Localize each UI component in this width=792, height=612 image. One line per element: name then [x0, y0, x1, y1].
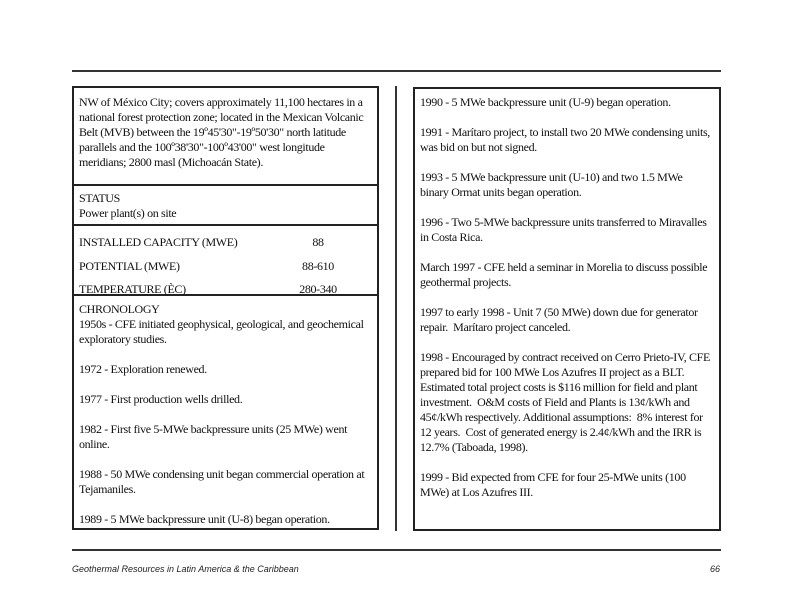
chronology-entry: 1997 to early 1998 - Unit 7 (50 MWe) down due for generator repair. Marítaro project canceled. — [420, 305, 701, 334]
spec-value: 88 — [312, 235, 324, 250]
chronology-entry: 1993 - 5 MWe backpressure unit (U-10) and two 1.5 MWe binary Ormat units began operation. — [420, 170, 686, 199]
chronology-entry: 1950s - CFE initiated geophysical, geological, and geochemical exploratory studies. — [79, 317, 367, 346]
chronology-entry: 1989 - 5 MWe backpressure unit (U-8) began operation. — [79, 512, 330, 526]
chronology-heading: CHRONOLOGY — [79, 302, 160, 316]
field-summary-panel — [72, 86, 379, 530]
chronology-entry: 1972 - Exploration renewed. — [79, 362, 207, 376]
spec-row-installed-capacity — [79, 231, 372, 255]
status-section — [74, 186, 377, 226]
chronology-first-entry — [79, 302, 372, 347]
location-text: NW of México City; covers approximately 11,100 hectares in a national forest protection zone; located in the Mexican Volcanic Belt (MVB) between the 19º45'30"-19º50'30" north latitude parallels and the 100º38'30"-100º43'00" west longitude meridians; 2800 masl (Michoacán State). — [79, 95, 364, 169]
specs-section — [74, 226, 377, 296]
chronology-entry: 1991 - Marítaro project, to install two 20 MWe condensing units, was bid on but not signed. — [420, 125, 713, 154]
footer-page-number: 66 — [709, 564, 720, 574]
chronology-entry: 1996 - Two 5-MWe backpressure units transferred to Miravalles in Costa Rica. — [420, 215, 710, 244]
footer-rule — [72, 549, 721, 551]
chronology-entry: 1982 - First five 5-MWe backpressure units (25 MWe) went online. — [79, 422, 350, 451]
status-heading: STATUS — [79, 191, 120, 205]
spec-row-potential — [79, 255, 372, 279]
spec-value: 88-610 — [302, 258, 334, 273]
location-section — [74, 88, 377, 186]
column-divider — [395, 86, 397, 531]
footer-document-title: Geothermal Resources in Latin America & the Caribbean — [72, 564, 299, 574]
chronology-continued-panel — [413, 87, 721, 531]
header-rule — [72, 70, 721, 72]
chronology-entry: 1977 - First production wells drilled. — [79, 392, 243, 406]
chronology-entry: 1998 - Encouraged by contract received on Cerro Prieto-IV, CFE prepared bid for 100 MWe Los Azufres II project as a BLT. Estimated total project costs is $116 million for field and plant investment. O&M costs of Field and Plants is 13¢/kWh and 45¢/kWh respectively. Additional assumptions: 8% interest for 12 years. Cost of generated energy is 2.4¢/kWh and the IRR is 12.7% (Taboada, 1998). — [420, 350, 713, 454]
status-value: Power plant(s) on site — [79, 206, 177, 220]
chronology-continued-list — [415, 89, 719, 500]
chronology-entry: 1988 - 50 MWe condensing unit began commercial operation at Tejamaniles. — [79, 467, 367, 496]
chronology-section — [74, 296, 377, 527]
chronology-entry: 1990 - 5 MWe backpressure unit (U-9) began operation. — [420, 95, 671, 109]
spec-value: 280-340 — [299, 282, 337, 297]
chronology-entry: 1999 - Bid expected from CFE for four 25-MWe units (100 MWe) at Los Azufres III. — [420, 470, 689, 499]
spec-label: INSTALLED CAPACITY (MWE) — [79, 235, 238, 250]
chronology-entry: March 1997 - CFE held a seminar in Morelia to discuss possible geothermal projects. — [420, 260, 710, 289]
spec-label: POTENTIAL (MWE) — [79, 258, 180, 273]
spec-label: TEMPERATURE (ÈC) — [79, 282, 186, 297]
